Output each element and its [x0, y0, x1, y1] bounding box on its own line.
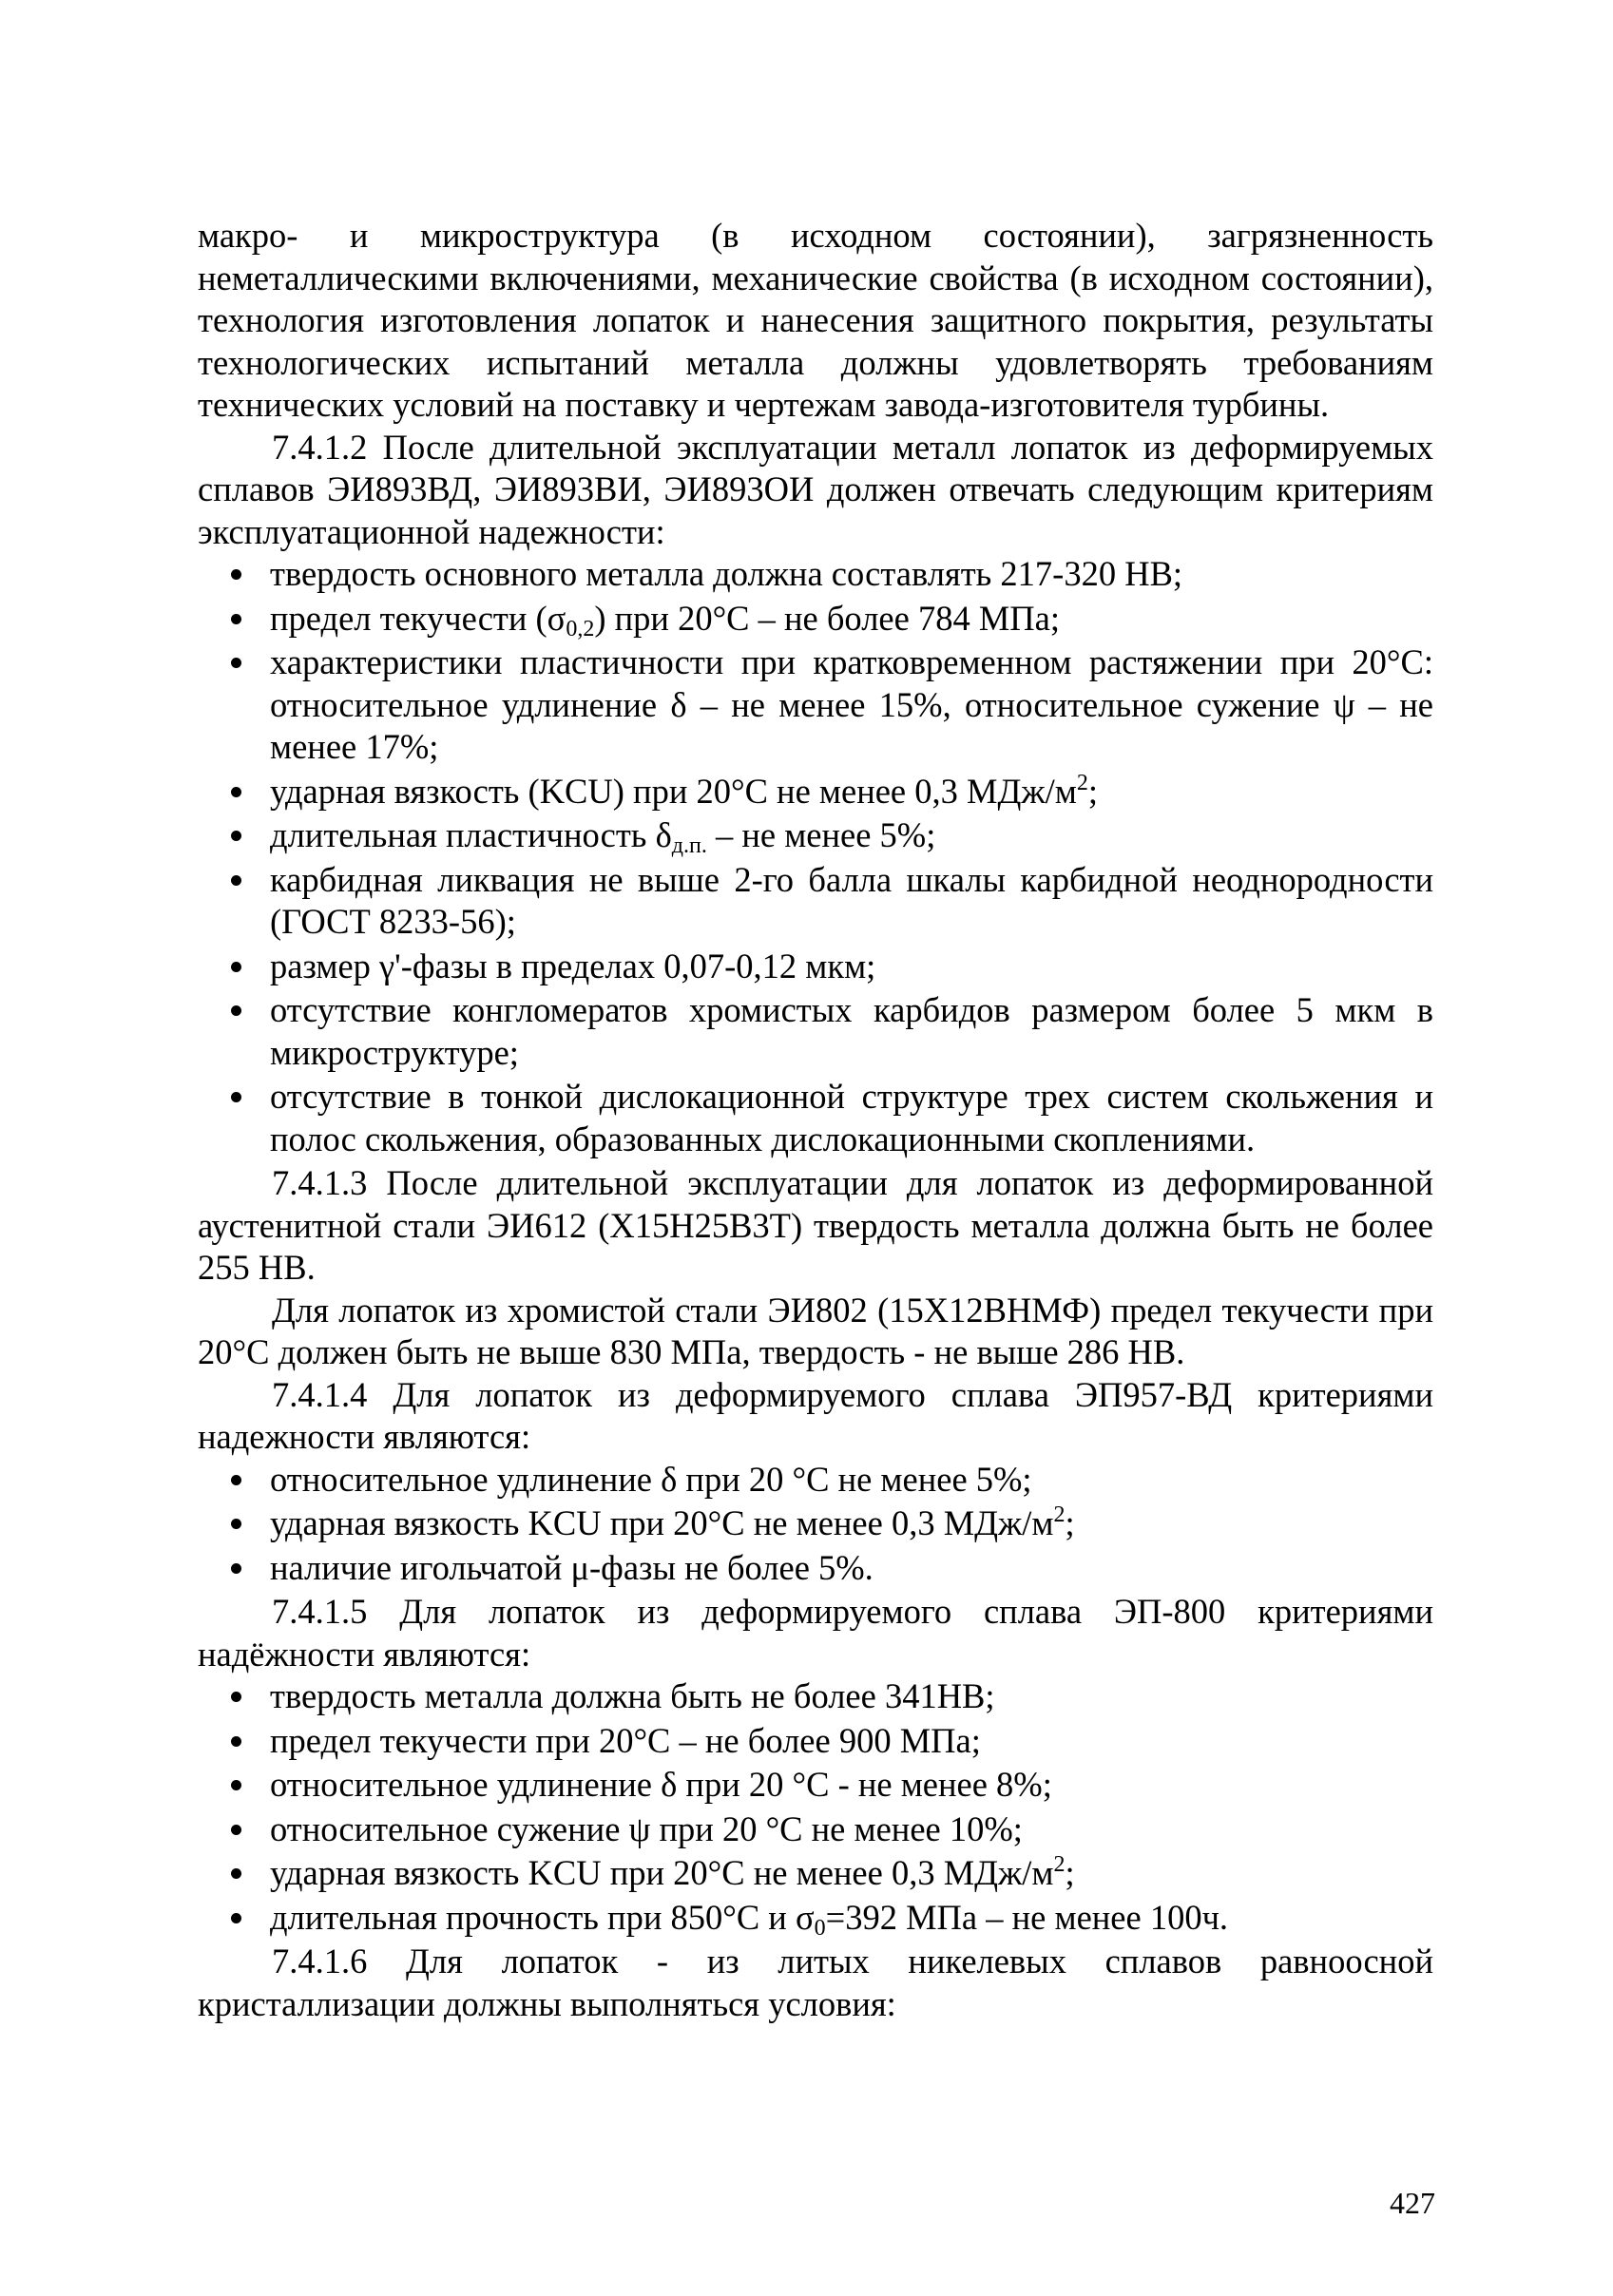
section-7-4-1-3: 7.4.1.3 После длительной эксплуатации для лопаток из деформированной аустенитной стали ЭИ612 (Х15Н25В3Т) твердость металла должна быть не более 255 НВ. — [198, 1163, 1433, 1287]
body-text — [198, 215, 1433, 2025]
section-7-4-1-2: 7.4.1.2 После длительной эксплуатации металл лопаток из деформируемых сплавов ЭИ893ВД, ЭИ893ВИ, ЭИ893ОИ должен отвечать следующим критериям эксплуатационной надежности: — [198, 427, 1433, 551]
list-item: предел текучести при 20°С – не более 900 МПа; — [198, 1720, 1433, 1763]
bullet-list-7-4-1-4 — [198, 1459, 1433, 1590]
list-item: относительное удлинение δ при 20 °С - не менее 8%; — [198, 1764, 1433, 1807]
list-item: длительная прочность при 850°С и $\sigma_0=392$ МПа – не менее 100ч. — [198, 1897, 1433, 1940]
list-item: отсутствие конгломератов хромистых карбидов размером более 5 мкм в микроструктуре; — [198, 989, 1433, 1074]
list-item: отсутствие в тонкой дислокационной структуре трех систем скольжения и полос скольжения, образованных дислокационными скоплениями. — [198, 1076, 1433, 1160]
list-item: ударная вязкость KCU при 20°С не менее 0,3 МДж/$м^2$; — [198, 1502, 1433, 1545]
section-7-4-1-3-continued: Для лопаток из хромистой стали ЭИ802 (15Х12ВНМФ) предел текучести при 20°С должен быть не выше 830 МПа, твердость - не выше 286 НВ. — [198, 1290, 1433, 1371]
list-item: относительное удлинение δ при 20 °С не менее 5%; — [198, 1459, 1433, 1502]
list-item: наличие игольчатой μ-фазы не более 5%. — [198, 1547, 1433, 1590]
section-7-4-1-4: 7.4.1.4 Для лопаток из деформируемого сплава ЭП957-ВД критериями надежности являются: — [198, 1374, 1433, 1456]
list-item: ударная вязкость (KCU) при 20°С не менее 0,3 МДж/$м^2$; — [198, 771, 1433, 813]
list-item: предел текучести $(\sigma_{0,2})$ при 20°С – не более 784 МПа; — [198, 598, 1433, 641]
list-item: твердость металла должна быть не более 341НВ; — [198, 1675, 1433, 1718]
list-item: твердость основного металла должна составлять 217-320 НВ; — [198, 553, 1433, 596]
bullet-list-7-4-1-2 — [198, 553, 1433, 1160]
section-7-4-1-5: 7.4.1.5 Для лопаток из деформируемого сплава ЭП-800 критериями надёжности являются: — [198, 1592, 1433, 1674]
list-item: длительная пластичность $\delta_{д.п.}$ – не менее 5%; — [198, 814, 1433, 857]
intro-paragraph: макро- и микроструктура (в исходном состоянии), загрязненность неметаллическими включениями, механические свойства (в исходном состоянии), технология изготовления лопаток и нанесения защитного покрытия, результаты технологических испытаний металла должны удовлетворять требованиям технических условий на поставку и чертежам завода-изготовителя турбины. — [198, 216, 1433, 424]
list-item: характеристики пластичности при кратковременном растяжении при 20°С: относительное удлинение δ – не менее 15%, относительное сужение ψ – не менее 17%; — [198, 641, 1433, 769]
page-number: 427 — [1390, 2186, 1435, 2220]
list-item: размер γ'-фазы в пределах 0,07-0,12 мкм; — [198, 946, 1433, 988]
section-7-4-1-6: 7.4.1.6 Для лопаток - из литых никелевых сплавов равноосной кристаллизации должны выполняться условия: — [198, 1942, 1433, 2023]
list-item: карбидная ликвация не выше 2-го балла шкалы карбидной неоднородности (ГОСТ 8233-56); — [198, 859, 1433, 944]
bullet-list-7-4-1-5 — [198, 1675, 1433, 1939]
list-item: ударная вязкость KCU при 20°С не менее 0,3 МДж/$м^2$; — [198, 1852, 1433, 1895]
list-item: относительное сужение ψ при 20 °С не менее 10%; — [198, 1808, 1433, 1851]
